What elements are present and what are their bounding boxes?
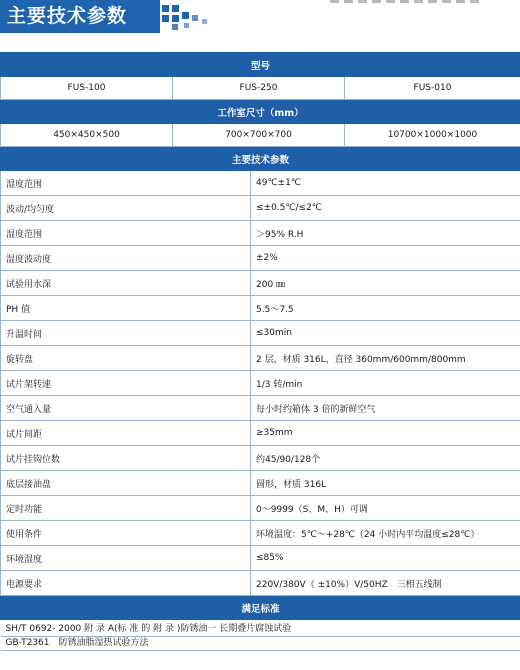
spec-key: 湿度波动度 — [1, 246, 251, 271]
chamber-cell: 10700×1000×1000 — [345, 124, 520, 147]
spec-key: 波动/均匀度 — [1, 196, 251, 221]
spec-key: 升温时间 — [1, 321, 251, 346]
title-bar — [0, 0, 160, 33]
spec-value: ≤30min — [251, 321, 520, 346]
spec-key: 底层接油盘 — [1, 471, 251, 496]
spec-value: ≤±0.5℃/≤2℃ — [251, 196, 520, 221]
model-cell: FUS-010 — [345, 77, 520, 100]
spec-key: 湿度范围 — [1, 171, 251, 196]
spec-value: ≤85% — [251, 546, 520, 571]
chamber-cell: 450×450×500 — [1, 124, 173, 147]
spec-key: 旋转盘 — [1, 346, 251, 371]
spec-value: 约45/90/128个 — [251, 446, 520, 471]
spec-value: 环境温度：5℃～+28℃（24 小时内平均温度≤28℃） — [251, 521, 520, 546]
spec-key: 环境湿度 — [1, 546, 251, 571]
standard-header: 满足标准 — [1, 596, 520, 620]
spec-key: 试片架转速 — [1, 371, 251, 396]
spec-key: 试片挂钩位数 — [1, 446, 251, 471]
model-header: 型号 — [1, 53, 520, 77]
spec-key: 试验用水深 — [1, 271, 251, 296]
spec-key: PH 值 — [1, 296, 251, 321]
spec-key: 湿度范围 — [1, 221, 251, 246]
spec-value: 200 ㎜ — [251, 271, 520, 296]
decorative-squares-icon — [156, 3, 216, 31]
spec-value: 2 层，材质 316L，直径 360mm/600mm/800mm — [251, 346, 520, 371]
standard-line: SH/T 0692- 2000 附 录 A(标 准 的 附 录 )防锈油一 长期叠片腐蚀试验 — [1, 620, 520, 637]
spec-key: 空气通入量 — [1, 396, 251, 421]
standard-line: GB-T2361 防锈油脂湿热试验方法 — [1, 637, 520, 651]
chamber-header: 工作室尺寸（mm） — [1, 100, 520, 124]
model-cell: FUS-100 — [1, 77, 173, 100]
model-cell: FUS-250 — [173, 77, 345, 100]
spec-key: 使用条件 — [1, 521, 251, 546]
spec-key: 试片间距 — [1, 421, 251, 446]
spec-value: ±2% — [251, 246, 520, 271]
spec-value: 220V/380V（ ±10%）V/50HZ 三相五线制 — [251, 571, 520, 596]
spec-table — [0, 52, 520, 651]
spec-key: 定时功能 — [1, 496, 251, 521]
spec-value: 0～9999（S、M、H）可调 — [251, 496, 520, 521]
spec-key: 电源要求 — [1, 571, 251, 596]
spec-value: 49℃±1℃ — [251, 171, 520, 196]
spec-header: 主要技术参数 — [1, 147, 520, 171]
spec-value: 5.5～7.5 — [251, 296, 520, 321]
spec-value: ≥35mm — [251, 421, 520, 446]
chamber-cell: 700×700×700 — [173, 124, 345, 147]
spec-value: 圆形，材质 316L — [251, 471, 520, 496]
page-title: 主要技术参数 — [7, 5, 128, 27]
spec-value: ＞95% R.H — [251, 221, 520, 246]
spec-value: 1/3 转/min — [251, 371, 520, 396]
spec-value: 每小时约箱体 3 倍的新鲜空气 — [251, 396, 520, 421]
cropped-header-fragment-icon — [330, 0, 520, 4]
